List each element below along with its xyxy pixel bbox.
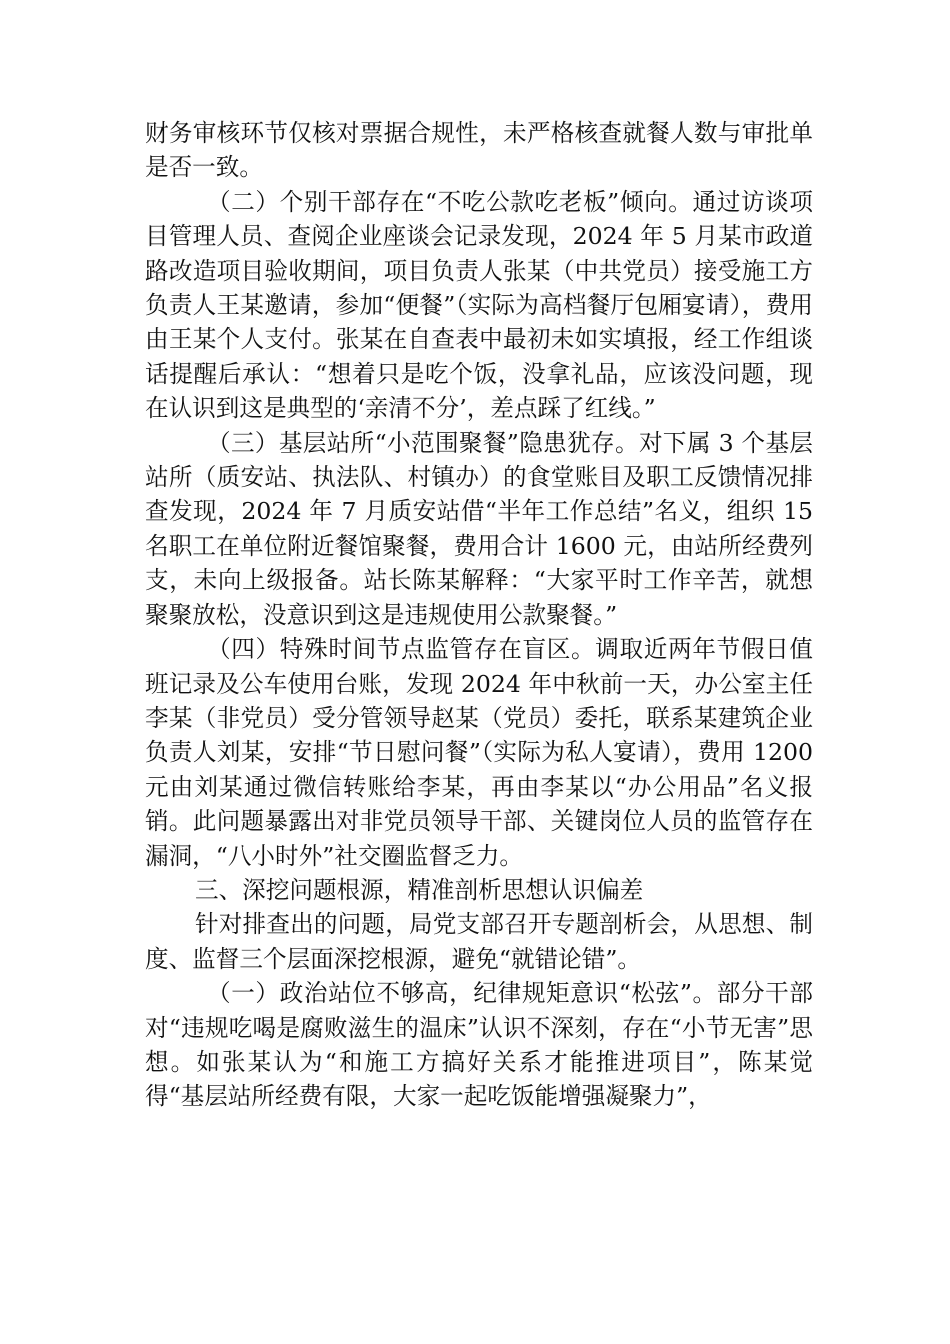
document-body — [145, 116, 821, 1114]
paragraph-item-2: （二）个别干部存在“不吃公款吃老板”倾向。通过访谈项目管理人员、查阅企业座谈会记录发现，2024 年 5 月某市政道路改造项目验收期间，项目负责人张某（中共党员）接受施工方负责人王某邀请，参加“便餐”（实际为高档餐厅包厢宴请），费用由王某个人支付。张某在自查表中最初未如实填报，经工作组谈话提醒后承认：“想着只是吃个饭，没拿礼品，应该没问题，现在认识到这是典型的‘亲清不分’，差点踩了红线。” — [145, 187, 813, 423]
paragraph-continuation: 财务审核环节仅核对票据合规性，未严格核查就餐人数与审批单是否一致。 — [145, 119, 813, 182]
paragraph-intro: 针对排查出的问题，局党支部召开专题剖析会，从思想、制度、监督三个层面深挖根源，避免“就错论错”。 — [145, 910, 813, 973]
paragraph-item-4: （四）特殊时间节点监管存在盲区。调取近两年节假日值班记录及公车使用台账，发现 2024 年中秋前一天，办公室主任李某（非党员）受分管领导赵某（党员）委托，联系某建筑企业负责人刘某，安排“节日慰问餐”（实际为私人宴请），费用 1200 元由刘某通过微信转账给李某，再由李某以“办公用品”名义报销。此问题暴露出对非党员领导干部、关键岗位人员的监管存在漏洞，“八小时外”社交圈监督乏力。 — [145, 635, 821, 870]
paragraph-item-1: （一）政治站位不够高，纪律规矩意识“松弦”。部分干部对“违规吃喝是腐败滋生的温床”认识不深刻，存在“小节无害”思想。如张某认为“和施工方搞好关系才能推进项目”，陈某觉得“基层站所经费有限，大家一起吃饭能增强凝聚力”， — [145, 979, 813, 1111]
paragraph-item-3: （三）基层站所“小范围聚餐”隐患犹存。对下属 3 个基层站所（质安站、执法队、村镇办）的食堂账目及职工反馈情况排查发现，2024 年 7 月质安站借“半年工作总结”名义，组织 15 名职工在单位附近餐馆聚餐，费用合计 1600 元，由站所经费列支，未向上级报备。站长陈某解释：“大家平时工作辛苦，就想聚聚放松，没意识到这是违规使用公款聚餐。” — [145, 428, 821, 629]
section-heading-3: 三、深挖问题根源，精准剖析思想认识偏差 — [195, 875, 644, 904]
